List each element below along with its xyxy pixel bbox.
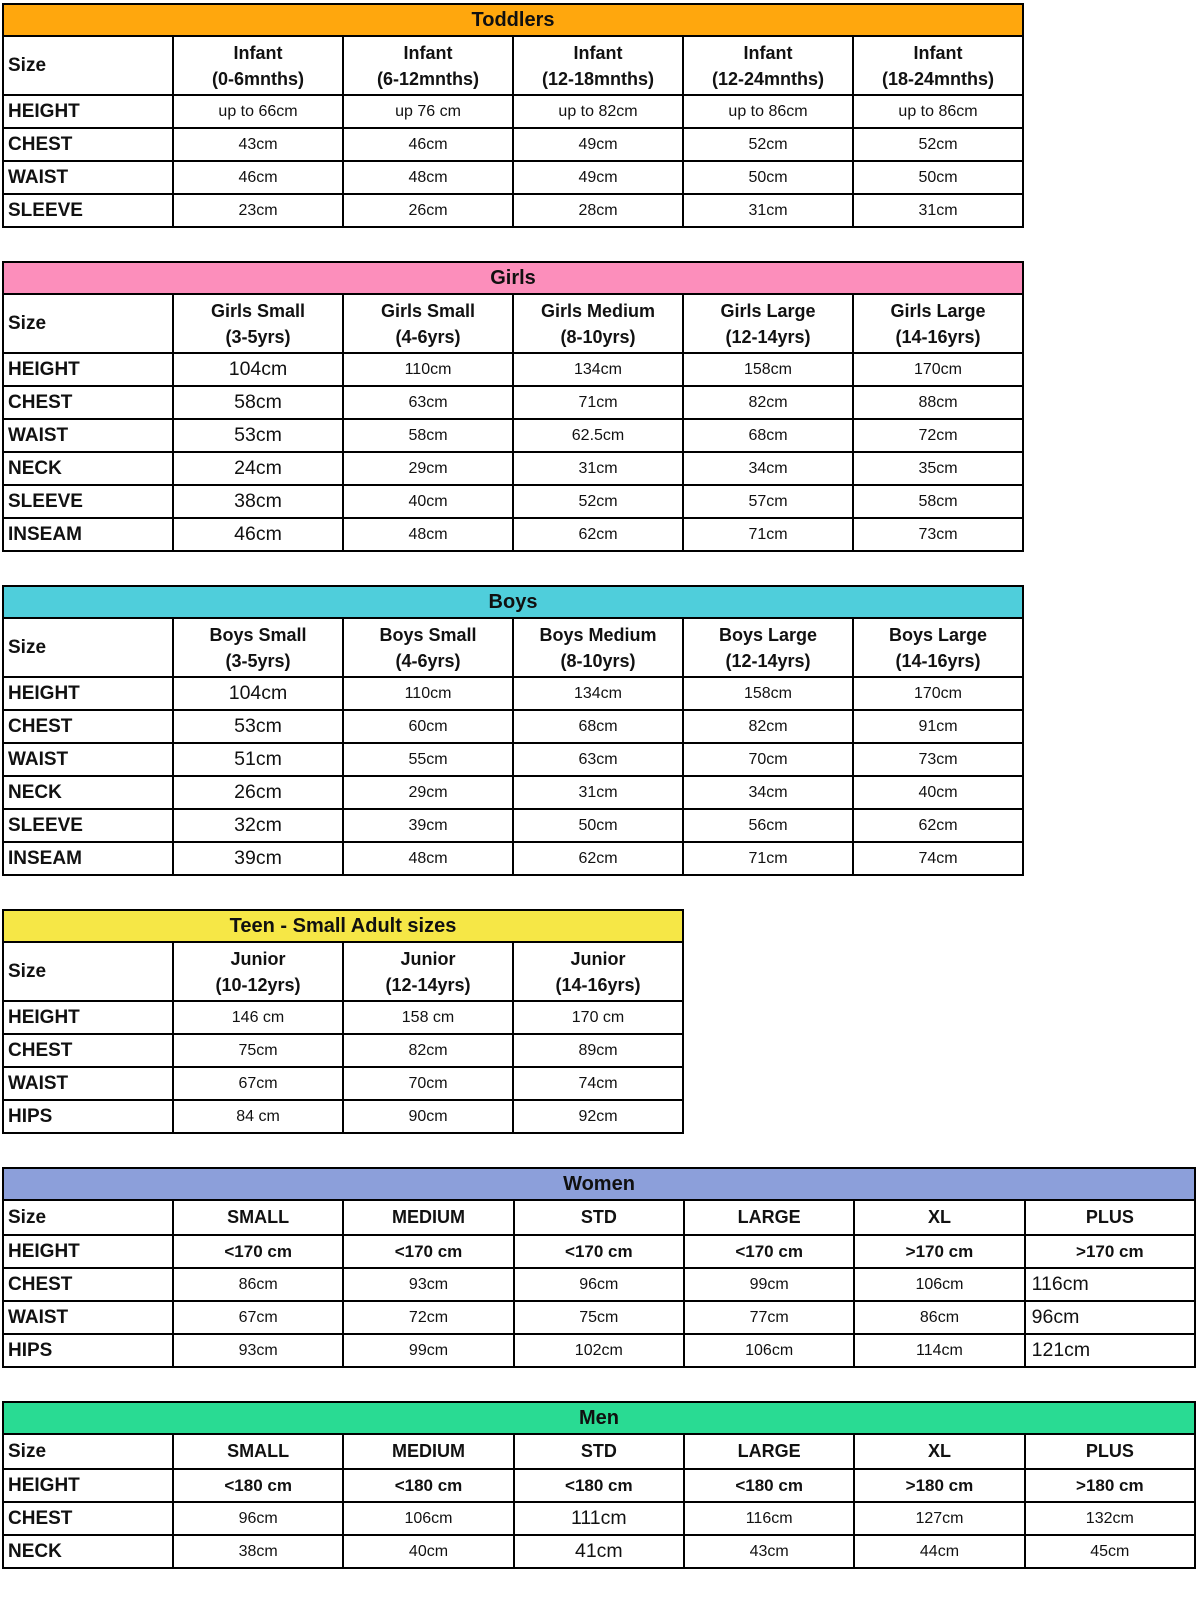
column-header-name: Boys Small [379,624,477,645]
value-cell: 89cm [513,1034,683,1067]
value-cell: 62cm [853,809,1023,842]
value-cell: 28cm [513,194,683,227]
column-header [853,294,1023,353]
value-cell: 48cm [343,842,513,875]
column-header-name: Boys Medium [539,624,657,645]
column-header [513,294,683,353]
value-cell: 158 cm [343,1001,513,1034]
value-cell: 44cm [854,1535,1024,1568]
column-header: PLUS [1025,1200,1195,1235]
value-cell: 45cm [1025,1535,1195,1568]
toddlers-title-row [3,4,1023,36]
teen-column-header-row [3,942,683,1001]
table-row [3,710,1023,743]
column-header-range: (4-6yrs) [395,650,461,671]
value-cell: up to 86cm [853,95,1023,128]
value-cell: 74cm [513,1067,683,1100]
girls-column-header-row [3,294,1023,353]
value-cell: 71cm [513,386,683,419]
value-cell: 146 cm [173,1001,343,1034]
table-row [3,743,1023,776]
value-cell: 50cm [853,161,1023,194]
toddlers-table [2,3,1024,228]
column-header [343,618,513,677]
size-header: Size [3,36,173,95]
boys-title-row [3,586,1023,618]
row-label: HEIGHT [3,677,173,710]
value-cell: 127cm [854,1502,1024,1535]
column-header-range: (3-5yrs) [225,650,291,671]
value-cell: 70cm [343,1067,513,1100]
value-cell: 82cm [683,710,853,743]
row-label: HIPS [3,1100,173,1133]
value-cell: 46cm [343,128,513,161]
column-header: STD [514,1200,684,1235]
value-cell: 34cm [683,452,853,485]
table-row [3,194,1023,227]
table-row [3,1001,683,1034]
value-cell: 71cm [683,842,853,875]
value-cell: <170 cm [514,1235,684,1268]
value-cell: 55cm [343,743,513,776]
value-cell: <170 cm [343,1235,513,1268]
row-label: WAIST [3,419,173,452]
column-header [173,618,343,677]
row-label: SLEEVE [3,809,173,842]
value-cell: 99cm [684,1268,854,1301]
row-label: WAIST [3,1301,173,1334]
table-row [3,1334,1195,1367]
value-cell: <180 cm [173,1469,343,1502]
table-row [3,842,1023,875]
column-header-range: (14-16yrs) [895,650,981,671]
value-cell: 40cm [343,1535,513,1568]
women-table [2,1167,1196,1368]
value-cell: 104cm [173,677,343,710]
value-cell: 31cm [513,776,683,809]
column-header [513,36,683,95]
value-cell: 73cm [853,518,1023,551]
column-header [513,618,683,677]
table-row [3,776,1023,809]
table-row [3,353,1023,386]
value-cell: 92cm [513,1100,683,1133]
value-cell: 46cm [173,518,343,551]
value-cell: 53cm [173,710,343,743]
column-header: SMALL [173,1434,343,1469]
value-cell: 31cm [853,194,1023,227]
value-cell: 74cm [853,842,1023,875]
value-cell: 72cm [853,419,1023,452]
column-header-name: Junior [400,948,456,969]
column-header: PLUS [1025,1434,1195,1469]
value-cell: 46cm [173,161,343,194]
column-header-range: (6-12mnths) [376,68,479,89]
women-table-title: Women [3,1168,1195,1200]
value-cell: 106cm [854,1268,1024,1301]
value-cell: <170 cm [173,1235,343,1268]
column-header: MEDIUM [343,1434,513,1469]
value-cell: <180 cm [343,1469,513,1502]
column-header: XL [854,1434,1024,1469]
value-cell: 52cm [513,485,683,518]
table-row [3,1535,1195,1568]
value-cell: >180 cm [854,1469,1024,1502]
value-cell: 75cm [173,1034,343,1067]
row-label: CHEST [3,1034,173,1067]
size-header: Size [3,1434,173,1469]
value-cell: 93cm [173,1334,343,1367]
column-header: MEDIUM [343,1200,513,1235]
value-cell: 84 cm [173,1100,343,1133]
row-label: CHEST [3,1502,173,1535]
value-cell: 43cm [684,1535,854,1568]
value-cell: up 76 cm [343,95,513,128]
column-header-name: Infant [743,42,793,63]
value-cell: >170 cm [854,1235,1024,1268]
column-header [853,36,1023,95]
value-cell: 57cm [683,485,853,518]
value-cell: 90cm [343,1100,513,1133]
table-row [3,1268,1195,1301]
girls-table-title: Girls [3,262,1023,294]
value-cell: 116cm [684,1502,854,1535]
value-cell: 111cm [514,1502,684,1535]
value-cell: 23cm [173,194,343,227]
column-header-range: (12-14yrs) [725,650,811,671]
row-label: INSEAM [3,518,173,551]
table-row [3,1301,1195,1334]
column-header-name: Girls Small [210,300,306,321]
value-cell: 39cm [343,809,513,842]
boys-column-header-row [3,618,1023,677]
value-cell: 29cm [343,452,513,485]
row-label: CHEST [3,128,173,161]
girls-table [2,261,1024,552]
value-cell: 82cm [683,386,853,419]
value-cell: up to 86cm [683,95,853,128]
girls-title-row [3,262,1023,294]
value-cell: 34cm [683,776,853,809]
row-label: HEIGHT [3,353,173,386]
value-cell: 48cm [343,161,513,194]
value-cell: 51cm [173,743,343,776]
value-cell: <180 cm [684,1469,854,1502]
value-cell: 43cm [173,128,343,161]
table-row [3,677,1023,710]
value-cell: 91cm [853,710,1023,743]
value-cell: 110cm [343,677,513,710]
row-label: SLEEVE [3,485,173,518]
value-cell: 40cm [343,485,513,518]
column-header-range: (8-10yrs) [560,326,636,347]
value-cell: 110cm [343,353,513,386]
column-header [853,618,1023,677]
column-header-range: (14-16yrs) [895,326,981,347]
teen-table [2,909,684,1134]
column-header [513,942,683,1001]
value-cell: 70cm [683,743,853,776]
value-cell: 132cm [1025,1502,1195,1535]
column-header [683,618,853,677]
column-header-name: Junior [570,948,626,969]
table-row [3,809,1023,842]
row-label: WAIST [3,1067,173,1100]
value-cell: 26cm [343,194,513,227]
row-label: HEIGHT [3,1469,173,1502]
column-header-range: (14-16yrs) [555,974,641,995]
value-cell: 62.5cm [513,419,683,452]
value-cell: 40cm [853,776,1023,809]
value-cell: 50cm [513,809,683,842]
table-row [3,1067,683,1100]
value-cell: 114cm [854,1334,1024,1367]
column-header [173,36,343,95]
value-cell: 93cm [343,1268,513,1301]
column-header [343,36,513,95]
women-column-header-row [3,1200,1195,1235]
value-cell: 41cm [514,1535,684,1568]
column-header-name: Girls Medium [540,300,656,321]
teen-table-title: Teen - Small Adult sizes [3,910,683,942]
value-cell: 56cm [683,809,853,842]
value-cell: 96cm [173,1502,343,1535]
value-cell: 58cm [853,485,1023,518]
column-header-name: Girls Small [380,300,476,321]
value-cell: 68cm [513,710,683,743]
value-cell: 38cm [173,485,343,518]
value-cell: 96cm [1025,1301,1195,1334]
row-label: HIPS [3,1334,173,1367]
value-cell: 52cm [683,128,853,161]
column-header [343,942,513,1001]
value-cell: up to 82cm [513,95,683,128]
value-cell: 116cm [1025,1268,1195,1301]
men-column-header-row [3,1434,1195,1469]
size-header: Size [3,1200,173,1235]
column-header-range: (12-24mnths) [711,68,825,89]
size-header: Size [3,942,173,1001]
value-cell: 134cm [513,677,683,710]
table-row [3,1034,683,1067]
table-row [3,1235,1195,1268]
column-header: SMALL [173,1200,343,1235]
column-header-range: (4-6yrs) [395,326,461,347]
table-row [3,386,1023,419]
row-label: CHEST [3,386,173,419]
value-cell: 24cm [173,452,343,485]
value-cell: 77cm [684,1301,854,1334]
value-cell: 53cm [173,419,343,452]
value-cell: 86cm [854,1301,1024,1334]
value-cell: 50cm [683,161,853,194]
value-cell: 73cm [853,743,1023,776]
row-label: CHEST [3,1268,173,1301]
value-cell: 88cm [853,386,1023,419]
value-cell: 134cm [513,353,683,386]
column-header-name: Infant [233,42,283,63]
table-row [3,1100,683,1133]
value-cell: 121cm [1025,1334,1195,1367]
table-row [3,452,1023,485]
column-header-range: (3-5yrs) [225,326,291,347]
row-label: WAIST [3,161,173,194]
men-table [2,1401,1196,1569]
value-cell: 75cm [514,1301,684,1334]
table-row [3,128,1023,161]
value-cell: 31cm [513,452,683,485]
column-header-name: Girls Large [890,300,986,321]
value-cell: 35cm [853,452,1023,485]
column-header [173,294,343,353]
value-cell: 68cm [683,419,853,452]
value-cell: 39cm [173,842,343,875]
value-cell: 26cm [173,776,343,809]
column-header: XL [854,1200,1024,1235]
value-cell: 62cm [513,518,683,551]
column-header: LARGE [684,1434,854,1469]
women-title-row [3,1168,1195,1200]
value-cell: <180 cm [514,1469,684,1502]
value-cell: 71cm [683,518,853,551]
size-header: Size [3,618,173,677]
toddlers-table-title: Toddlers [3,4,1023,36]
column-header-range: (8-10yrs) [560,650,636,671]
column-header-range: (12-18mnths) [541,68,655,89]
column-header: LARGE [684,1200,854,1235]
value-cell: 67cm [173,1067,343,1100]
column-header-name: Infant [573,42,623,63]
column-header [683,36,853,95]
row-label: INSEAM [3,842,173,875]
value-cell: 67cm [173,1301,343,1334]
value-cell: 29cm [343,776,513,809]
row-label: WAIST [3,743,173,776]
value-cell: 170cm [853,353,1023,386]
table-row [3,1469,1195,1502]
row-label: NECK [3,1535,173,1568]
value-cell: 86cm [173,1268,343,1301]
value-cell: 62cm [513,842,683,875]
row-label: HEIGHT [3,1001,173,1034]
value-cell: 99cm [343,1334,513,1367]
table-row [3,518,1023,551]
value-cell: <170 cm [684,1235,854,1268]
value-cell: 52cm [853,128,1023,161]
column-header-name: Boys Large [718,624,818,645]
row-label: HEIGHT [3,1235,173,1268]
value-cell: 60cm [343,710,513,743]
column-header-range: (12-14yrs) [385,974,471,995]
table-row [3,1502,1195,1535]
men-table-title: Men [3,1402,1195,1434]
value-cell: up to 66cm [173,95,343,128]
column-header [683,294,853,353]
row-label: SLEEVE [3,194,173,227]
column-header: STD [514,1434,684,1469]
men-title-row [3,1402,1195,1434]
toddlers-column-header-row [3,36,1023,95]
column-header-name: Boys Large [888,624,988,645]
row-label: NECK [3,776,173,809]
teen-title-row [3,910,683,942]
row-label: NECK [3,452,173,485]
column-header-name: Junior [230,948,286,969]
value-cell: 96cm [514,1268,684,1301]
value-cell: 72cm [343,1301,513,1334]
value-cell: 31cm [683,194,853,227]
value-cell: 38cm [173,1535,343,1568]
value-cell: 82cm [343,1034,513,1067]
value-cell: 58cm [173,386,343,419]
table-row [3,161,1023,194]
value-cell: 63cm [513,743,683,776]
column-header-name: Infant [403,42,453,63]
value-cell: >170 cm [1025,1235,1195,1268]
value-cell: 49cm [513,128,683,161]
value-cell: 49cm [513,161,683,194]
column-header [173,942,343,1001]
size-header: Size [3,294,173,353]
table-row [3,95,1023,128]
column-header-range: (10-12yrs) [215,974,301,995]
row-label: HEIGHT [3,95,173,128]
column-header [343,294,513,353]
value-cell: 58cm [343,419,513,452]
table-row [3,419,1023,452]
value-cell: 48cm [343,518,513,551]
value-cell: 104cm [173,353,343,386]
value-cell: 106cm [684,1334,854,1367]
column-header-range: (0-6mnths) [211,68,304,89]
column-header-name: Boys Small [209,624,307,645]
boys-table-title: Boys [3,586,1023,618]
column-header-range: (12-14yrs) [725,326,811,347]
value-cell: >180 cm [1025,1469,1195,1502]
column-header-name: Girls Large [720,300,816,321]
table-row [3,485,1023,518]
value-cell: 102cm [514,1334,684,1367]
boys-table [2,585,1024,876]
column-header-name: Infant [913,42,963,63]
value-cell: 106cm [343,1502,513,1535]
column-header-range: (18-24mnths) [881,68,995,89]
value-cell: 170cm [853,677,1023,710]
value-cell: 158cm [683,353,853,386]
row-label: CHEST [3,710,173,743]
value-cell: 63cm [343,386,513,419]
value-cell: 32cm [173,809,343,842]
value-cell: 170 cm [513,1001,683,1034]
value-cell: 158cm [683,677,853,710]
